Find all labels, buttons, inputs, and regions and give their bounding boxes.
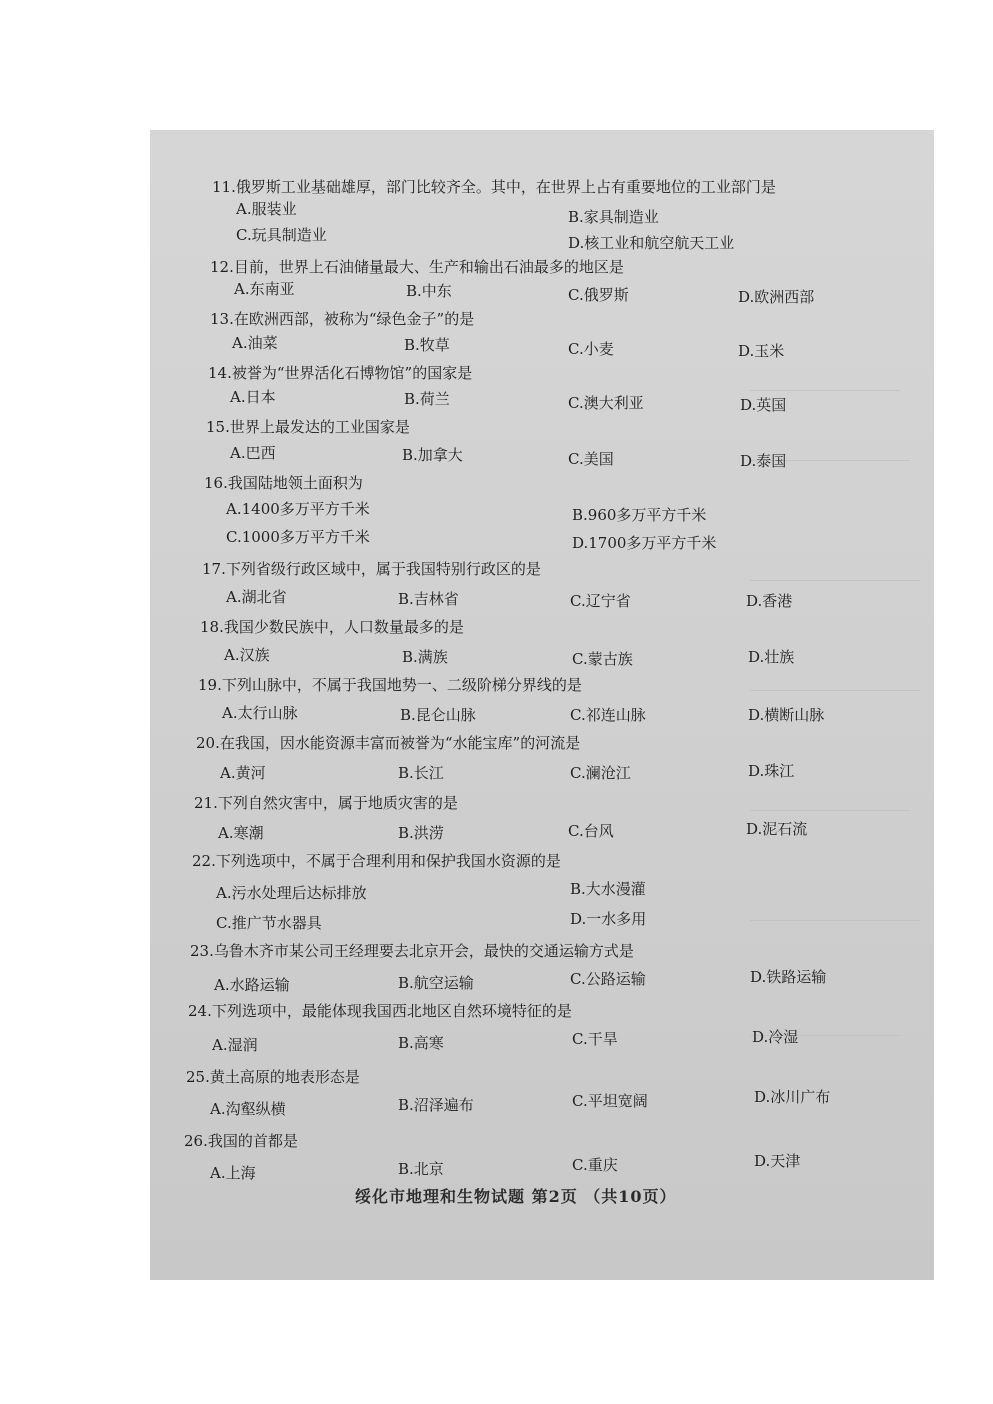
option-b: B.吉林省 bbox=[398, 590, 459, 608]
option-d: D.壮族 bbox=[748, 648, 795, 666]
option-d: D.核工业和航空航天工业 bbox=[568, 234, 735, 252]
option-a: A.湿润 bbox=[212, 1036, 258, 1054]
option-b: B.家具制造业 bbox=[568, 208, 659, 226]
option-b: B.加拿大 bbox=[402, 446, 463, 464]
option-b: B.荷兰 bbox=[404, 390, 450, 408]
question-stem: 22.下列选项中，不属于合理利用和保护我国水资源的是 bbox=[192, 852, 561, 870]
option-d: D.玉米 bbox=[738, 342, 785, 360]
question-stem: 18.我国少数民族中，人口数量最多的是 bbox=[200, 618, 464, 636]
option-b: B.沼泽遍布 bbox=[398, 1096, 474, 1114]
option-c: C.蒙古族 bbox=[572, 650, 633, 668]
option-a: A.日本 bbox=[230, 388, 276, 406]
option-a: A.太行山脉 bbox=[222, 704, 298, 722]
option-c: C.辽宁省 bbox=[570, 592, 631, 610]
option-d: D.1700多万平方千米 bbox=[572, 534, 717, 552]
option-d: D.欧洲西部 bbox=[738, 288, 815, 306]
option-d: D.铁路运输 bbox=[750, 968, 827, 986]
option-c: C.美国 bbox=[568, 450, 614, 468]
question-stem: 21.下列自然灾害中，属于地质灾害的是 bbox=[194, 794, 458, 812]
question-stem: 26.我国的首都是 bbox=[184, 1132, 298, 1150]
show-through-line bbox=[750, 810, 910, 811]
option-a: A.汉族 bbox=[224, 646, 270, 664]
option-b: B.航空运输 bbox=[398, 974, 474, 992]
question-stem: 24.下列选项中，最能体现我国西北地区自然环境特征的是 bbox=[188, 1002, 572, 1020]
option-c: C.1000多万平方千米 bbox=[226, 528, 370, 546]
option-d: D.一水多用 bbox=[570, 910, 647, 928]
option-c: C.台风 bbox=[568, 822, 614, 840]
option-c: C.玩具制造业 bbox=[236, 226, 327, 244]
option-a: A.东南亚 bbox=[234, 280, 295, 298]
option-a: A.污水处理后达标排放 bbox=[216, 884, 367, 902]
option-a: A.水路运输 bbox=[214, 976, 290, 994]
option-c: C.推广节水器具 bbox=[216, 914, 322, 932]
show-through-line bbox=[750, 390, 900, 391]
question-stem: 12.目前，世界上石油储量最大、生产和输出石油最多的地区是 bbox=[210, 258, 624, 276]
option-b: B.大水漫灌 bbox=[570, 880, 646, 898]
option-d: D.泥石流 bbox=[746, 820, 808, 838]
question-stem: 16.我国陆地领土面积为 bbox=[204, 474, 363, 492]
option-a: A.沟壑纵横 bbox=[210, 1100, 286, 1118]
option-d: D.珠江 bbox=[748, 762, 795, 780]
option-b: B.中东 bbox=[406, 282, 452, 300]
option-a: A.巴西 bbox=[230, 444, 276, 462]
option-b: B.牧草 bbox=[404, 336, 450, 354]
option-b: B.满族 bbox=[402, 648, 448, 666]
question-stem: 13.在欧洲西部，被称为“绿色金子”的是 bbox=[210, 310, 475, 328]
option-a: A.湖北省 bbox=[226, 588, 287, 606]
show-through-line bbox=[750, 690, 920, 691]
question-stem: 15.世界上最发达的工业国家是 bbox=[206, 418, 410, 436]
option-c: C.祁连山脉 bbox=[570, 706, 646, 724]
option-c: C.干旱 bbox=[572, 1030, 618, 1048]
option-c: C.公路运输 bbox=[570, 970, 646, 988]
question-stem: 19.下列山脉中，不属于我国地势一、二级阶梯分界线的是 bbox=[198, 676, 582, 694]
question-stem: 17.下列省级行政区域中，属于我国特别行政区的是 bbox=[202, 560, 541, 578]
page-footer: 绥化市地理和生物试题 第2页 （共10页） bbox=[355, 1187, 677, 1206]
question-stem: 11.俄罗斯工业基础雄厚，部门比较齐全。其中，在世界上占有重要地位的工业部门是 bbox=[212, 178, 776, 196]
option-c: C.平坦宽阔 bbox=[572, 1092, 648, 1110]
option-a: A.油菜 bbox=[232, 334, 278, 352]
question-stem: 14.被誉为“世界活化石博物馆”的国家是 bbox=[208, 364, 473, 382]
option-a: A.寒潮 bbox=[218, 824, 264, 842]
option-d: D.香港 bbox=[746, 592, 793, 610]
option-b: B.长江 bbox=[398, 764, 444, 782]
option-a: A.上海 bbox=[210, 1164, 256, 1182]
option-d: D.英国 bbox=[740, 396, 787, 414]
option-d: D.横断山脉 bbox=[748, 706, 825, 724]
option-d: D.泰国 bbox=[740, 452, 787, 470]
option-d: D.冷湿 bbox=[752, 1028, 799, 1046]
question-stem: 23.乌鲁木齐市某公司王经理要去北京开会，最快的交通运输方式是 bbox=[190, 942, 634, 960]
option-c: C.俄罗斯 bbox=[568, 286, 629, 304]
option-b: B.洪涝 bbox=[398, 824, 444, 842]
option-c: C.小麦 bbox=[568, 340, 614, 358]
option-c: C.重庆 bbox=[572, 1156, 618, 1174]
option-d: D.冰川广布 bbox=[754, 1088, 831, 1106]
option-d: D.天津 bbox=[754, 1152, 801, 1170]
option-c: C.澜沧江 bbox=[570, 764, 631, 782]
option-a: A.服装业 bbox=[236, 200, 297, 218]
option-b: B.昆仑山脉 bbox=[400, 706, 476, 724]
option-b: B.北京 bbox=[398, 1160, 444, 1178]
question-stem: 25.黄土高原的地表形态是 bbox=[186, 1068, 360, 1086]
question-stem: 20.在我国，因水能资源丰富而被誉为“水能宝库”的河流是 bbox=[196, 734, 581, 752]
show-through-line bbox=[750, 920, 920, 921]
exam-page-photo bbox=[150, 130, 934, 1280]
option-c: C.澳大利亚 bbox=[568, 394, 644, 412]
option-a: A.黄河 bbox=[220, 764, 266, 782]
option-a: A.1400多万平方千米 bbox=[226, 500, 370, 518]
show-through-line bbox=[750, 580, 920, 581]
option-b: B.960多万平方千米 bbox=[572, 506, 707, 524]
option-b: B.高寒 bbox=[398, 1034, 444, 1052]
